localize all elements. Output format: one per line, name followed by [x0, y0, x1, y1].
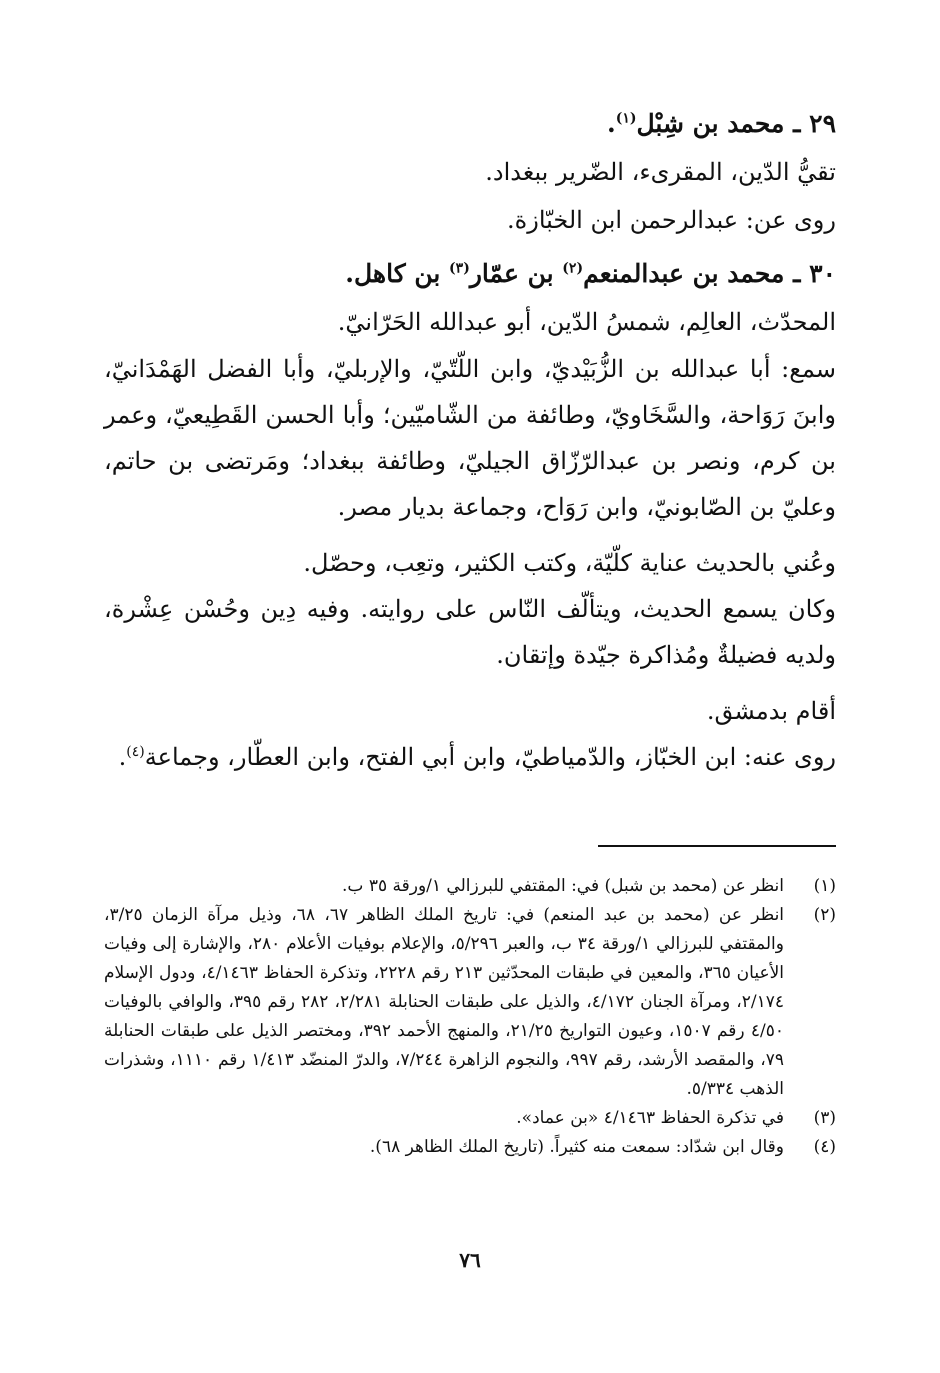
entry-30-title-part-c: بن كاهل.: [345, 259, 450, 288]
footnote-3-text: في تذكرة الحفاظ ٤/١٤٦٣ «بن عماد».: [516, 1108, 784, 1128]
footnote-3-number: (٣): [813, 1108, 836, 1128]
footnote-1-number: (١): [813, 876, 836, 896]
footnote-ref-2[interactable]: (٢): [562, 260, 584, 277]
footnote-4-number: (٤): [813, 1137, 836, 1157]
entry-30-residence: أقام بدمشق.: [706, 697, 836, 725]
footnote-separator: [598, 845, 836, 847]
entry-29-title-end: .: [606, 109, 616, 138]
entry-30-title-part-b: بن عمّار: [469, 259, 563, 288]
footnotes-section: [104, 872, 836, 1162]
entry-30-title-part-a: ٣٠ ـ محمد بن عبدالمنعم: [583, 259, 836, 288]
footnote-ref-1[interactable]: (١): [615, 110, 637, 127]
footnote-3: [104, 1104, 836, 1133]
entry-30-study-paragraph: وعُني بالحديث عناية كلّيّة، وكتب الكثير، وتعِب، وحصّل.: [303, 549, 836, 577]
spacer: [104, 678, 836, 688]
footnote-4-text: وقال ابن شدّاد: سمعت منه كثيراً. (تاريخ الملك الظاهر ٦٨).: [369, 1137, 784, 1157]
footnote-4: [104, 1133, 836, 1162]
footnote-1: [104, 872, 836, 901]
entry-29-title: [104, 100, 836, 148]
entry-29-title-text: ٢٩ ـ محمد بن شِبْل: [636, 109, 836, 138]
entry-30-character-paragraph: وكان يسمع الحديث، ويتألّف النّاس على روايته. وفيه دِين وحُسْن عِشْرة، ولديه فضيلةٌ ومُذاكرة جيّدة وإتقان.: [104, 595, 836, 669]
entry-29-line-2: روى عن: عبدالرحمن ابن الخبّازة.: [507, 206, 836, 234]
footnote-2-number: (٢): [813, 905, 836, 925]
footnote-2-text: انظر عن (محمد بن عبد المنعم) في: تاريخ الملك الظاهر ٦٧، ٦٨، وذيل مرآة الزمان ٣/٢٥، والمقتفي للبرزالي ١/ورقة ٣٤ ب، والعبر ٥/٢٩٦، والإعلام بوفيات الأعلام ٢٨٠، والإشارة إلى وفيات الأعيان ٣٦٥، والمعين في طبقات المحدّثين ٢١٣ رقم ٢٢٢٨، وتذكرة الحفاظ ٤/١٤٦٣، ودول الإسلام ٢/١٧٤، ومرآة الجنان ٤/١٧٢، والذيل على طبقات الحنابلة ٢/٢٨١، ٢٨٢ رقم ٣٩٥، والوافي بالوفيات ٤/٥٠ رقم ١٥٠٧، وعيون التواريخ ٢١/٢٥، والمنهج الأحمد ٣٩٢، ومختصر الذيل على طبقات الحنابلة ٧٩، والمقصد الأرشد، رقم ٩٩٧، والنجوم الزاهرة ٧/٢٤٤، والدرّ المنضّد ١/٤١٣ رقم ١١١٠، وشذرات الذهب ٥/٣٣٤.: [104, 905, 785, 1099]
entry-30-students-end: .: [118, 743, 127, 771]
entry-30-students-text: روى عنه: ابن الخبّاز، والدّمياطيّ، وابن أبي الفتح، وابن العطّار، وجماعة: [144, 743, 836, 771]
footnote-1-text: انظر عن (محمد بن شبل) في: المقتفي للبرزالي ١/ورقة ٣٥ ب.: [342, 876, 784, 896]
entry-30-students-paragraph: [104, 734, 836, 780]
footnote-ref-3[interactable]: (٣): [449, 260, 470, 277]
footnote-ref-4[interactable]: (٤): [126, 744, 145, 760]
page-number: ٧٦: [459, 1248, 481, 1272]
spacer: [104, 530, 836, 540]
entry-30-title: [104, 250, 836, 298]
entry-29-line-1: تقيُّ الدّين، المقرىء، الضّرير ببغداد.: [485, 158, 836, 186]
entry-30-epithet: المحدّث، العالِم، شمسُ الدّين، أبو عبدالله الحَرّانيّ.: [337, 308, 836, 336]
footnote-2: [104, 901, 836, 1104]
entry-30-teachers-paragraph: سمع: أبا عبدالله بن الزُّبَيْديّ، وابن اللّتّيّ، والإربليّ، وأبا الفضل الهَمْدَانيّ، وابنَ رَوَاحة، والسَّخَاويّ، وطائفة من الشّاميّين؛ وأبا الحسن القَطِيعيّ، وعمر بن كرم، ونصر بن عبدالرّزّاق الجيليّ، وطائفة ببغداد؛ ومَرتضى بن حاتم، وعليّ بن الصّابونيّ، وابن رَوَاح، وجماعة بديار مصر.: [104, 355, 836, 521]
